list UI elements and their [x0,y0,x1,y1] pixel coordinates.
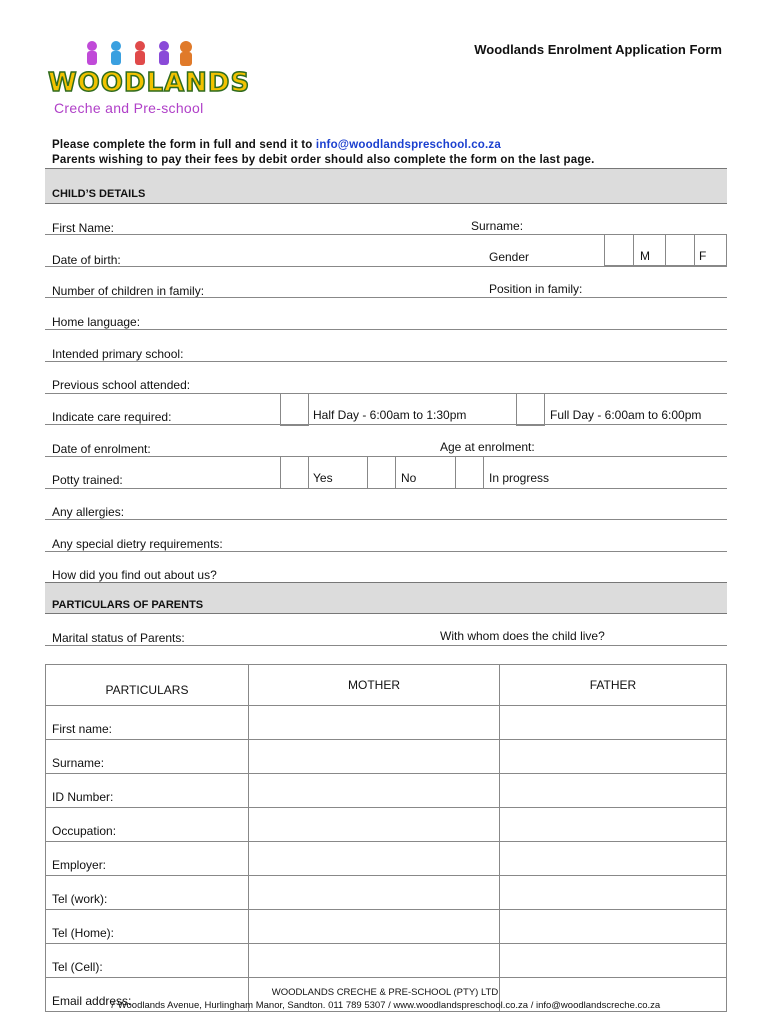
num-children-label: Number of children in family: [52,284,205,298]
childs-details-heading: CHILD’S DETAILS [52,188,146,200]
mother-employer-cell[interactable] [249,842,500,876]
mother-tel-cell-cell[interactable] [249,944,500,978]
allergies-field[interactable] [45,519,727,520]
potty-no-checkbox[interactable] [367,456,396,489]
potty-in-progress-label: In progress [489,471,550,485]
table-row [46,740,727,774]
child-lives-with-label: With whom does the child live? [440,629,605,643]
home-language-label: Home language: [52,315,141,329]
form-title: Woodlands Enrolment Application Form [474,42,722,57]
table-row [46,706,727,740]
parents-header [45,582,727,614]
father-surname-cell[interactable] [500,740,727,774]
potty-label: Potty trained: [52,473,123,487]
father-tel-work-cell[interactable] [500,876,727,910]
instructions [52,138,595,168]
potty-yes-checkbox[interactable] [280,456,309,489]
marital-status-field[interactable] [45,645,727,646]
instructions-line-1: Please complete the form in full and send it to [52,139,316,151]
mother-id-number-cell[interactable] [249,774,500,808]
row-label-employer: Employer: [46,842,249,876]
father-id-number-cell[interactable] [500,774,727,808]
row-label-tel-cell: Tel (Cell): [46,944,249,978]
age-enrolment-label: Age at enrolment: [440,440,535,454]
father-tel-cell-cell[interactable] [500,944,727,978]
position-label: Position in family: [489,282,583,296]
mother-tel-home-cell[interactable] [249,910,500,944]
parents-heading: PARTICULARS OF PARENTS [52,599,204,611]
gender-m-label: M [640,249,650,263]
marital-status-label: Marital status of Parents: [52,631,185,645]
table-row [46,876,727,910]
gender-f-label: F [699,249,707,263]
full-day-label: Full Day - 6:00am to 6:00pm [550,408,702,422]
primary-school-label: Intended primary school: [52,347,184,361]
particulars-table [45,664,727,1012]
previous-school-field[interactable] [45,393,727,394]
table-row [46,774,727,808]
gender-box-frame [604,234,727,266]
footer [0,986,770,1012]
father-employer-cell[interactable] [500,842,727,876]
allergies-label: Any allergies: [52,505,125,519]
table-header-father: FATHER [500,665,727,706]
row-label-tel-work: Tel (work): [46,876,249,910]
instructions-line-2: Parents wishing to pay their fees by debit order should also complete the form on the last page. [52,154,595,166]
gender-label: Gender [489,250,530,264]
date-enrolment-label: Date of enrolment: [52,442,151,456]
table-row [46,808,727,842]
father-tel-home-cell[interactable] [500,910,727,944]
primary-school-field[interactable] [45,361,727,362]
full-day-checkbox[interactable] [516,393,545,426]
row-label-id-number: ID Number: [46,774,249,808]
table-row [46,944,727,978]
dietary-label: Any special dietry requirements: [52,537,223,551]
table-header-particulars: PARTICULARS [46,665,249,706]
row-label-first-name: First name: [46,706,249,740]
potty-no-label: No [401,471,417,485]
table-header-row [46,665,727,706]
school-logo [40,40,251,120]
num-children-field[interactable] [45,297,727,298]
logo-wordmark: WOODLANDS [48,68,251,98]
mother-surname-cell[interactable] [249,740,500,774]
table-header-mother: MOTHER [249,665,500,706]
potty-row-line [45,488,727,489]
logo-subtitle: Creche and Pre-school [54,100,204,116]
table-row [46,910,727,944]
mother-first-name-cell[interactable] [249,706,500,740]
first-name-label: First Name: [52,221,115,235]
half-day-checkbox[interactable] [280,393,309,426]
row-label-tel-home: Tel (Home): [46,910,249,944]
row-label-email: Email address: [46,978,249,1012]
half-day-label: Half Day - 6:00am to 1:30pm [313,408,467,422]
potty-yes-label: Yes [313,471,333,485]
home-language-field[interactable] [45,329,727,330]
care-required-label: Indicate care required: [52,410,172,424]
mother-tel-work-cell[interactable] [249,876,500,910]
care-required-row-line [45,424,727,425]
table-row [46,842,727,876]
row-label-occupation: Occupation: [46,808,249,842]
surname-label: Surname: [471,219,524,233]
childs-details-header [45,168,727,204]
footer-contact: 7 Woodlands Avenue, Hurlingham Manor, Sandton. 011 789 5307 / www.woodlandspreschool.co.za / info@woodlandscreche.co.za [109,1000,661,1011]
contact-email-link[interactable]: info@woodlandspreschool.co.za [315,139,501,151]
dob-label: Date of birth: [52,253,121,267]
father-first-name-cell[interactable] [500,706,727,740]
mother-occupation-cell[interactable] [249,808,500,842]
dob-field[interactable] [45,266,727,267]
previous-school-label: Previous school attended: [52,378,191,392]
potty-in-progress-checkbox[interactable] [455,456,484,489]
dietary-field[interactable] [45,551,727,552]
father-occupation-cell[interactable] [500,808,727,842]
find-out-label: How did you find out about us? [52,568,217,582]
row-label-surname: Surname: [46,740,249,774]
footer-company: WOODLANDS CRECHE & PRE-SCHOOL (PTY) LTD [271,987,499,998]
